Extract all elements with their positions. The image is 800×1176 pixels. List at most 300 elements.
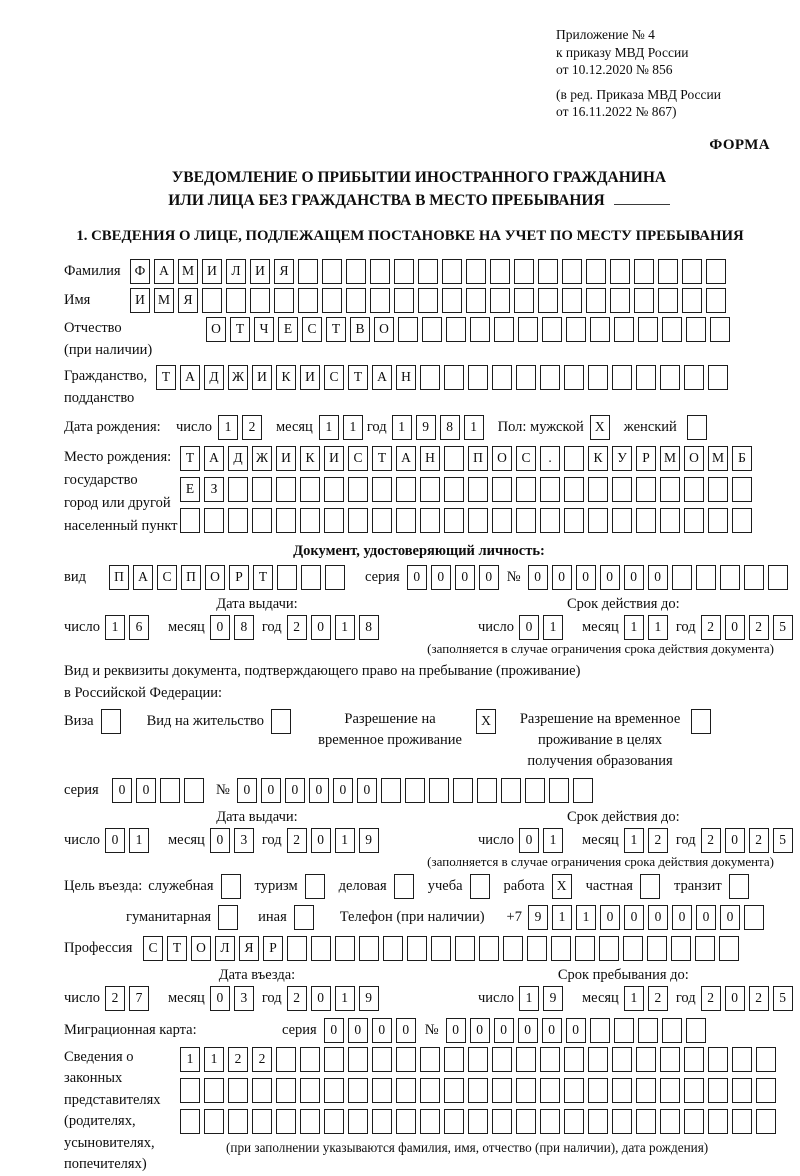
char-cell[interactable]: 1 bbox=[335, 615, 355, 640]
char-cell[interactable]: 2 bbox=[287, 615, 307, 640]
char-cell[interactable] bbox=[348, 1047, 368, 1072]
char-cell[interactable] bbox=[271, 709, 291, 734]
char-cell[interactable] bbox=[276, 1047, 296, 1072]
char-cell[interactable]: 1 bbox=[319, 415, 339, 440]
char-cell[interactable] bbox=[322, 288, 342, 313]
char-cell[interactable]: О bbox=[205, 565, 225, 590]
char-cell[interactable]: 1 bbox=[519, 986, 539, 1011]
char-cell[interactable] bbox=[708, 477, 728, 502]
char-cell[interactable]: Т bbox=[156, 365, 176, 390]
char-cell[interactable] bbox=[492, 1078, 512, 1103]
char-cell[interactable]: 0 bbox=[311, 986, 331, 1011]
char-cell[interactable] bbox=[298, 259, 318, 284]
char-cell[interactable]: А bbox=[372, 365, 392, 390]
char-cell[interactable] bbox=[744, 565, 764, 590]
char-cell[interactable] bbox=[228, 477, 248, 502]
char-cell[interactable] bbox=[226, 288, 246, 313]
char-cell[interactable] bbox=[490, 288, 510, 313]
char-cell[interactable]: 2 bbox=[228, 1047, 248, 1072]
char-cell[interactable] bbox=[418, 288, 438, 313]
char-cell[interactable] bbox=[636, 508, 656, 533]
char-cell[interactable]: 0 bbox=[446, 1018, 466, 1043]
char-cell[interactable] bbox=[218, 905, 238, 930]
char-cell[interactable]: М bbox=[178, 259, 198, 284]
char-cell[interactable] bbox=[305, 874, 325, 899]
char-cell[interactable] bbox=[490, 259, 510, 284]
char-cell[interactable] bbox=[687, 415, 707, 440]
char-cell[interactable] bbox=[684, 1047, 704, 1072]
char-cell[interactable]: 0 bbox=[105, 828, 125, 853]
char-cell[interactable]: 9 bbox=[359, 986, 379, 1011]
char-cell[interactable] bbox=[287, 936, 307, 961]
char-cell[interactable] bbox=[444, 1047, 464, 1072]
char-cell[interactable]: 0 bbox=[396, 1018, 416, 1043]
char-cell[interactable]: И bbox=[202, 259, 222, 284]
char-cell[interactable]: 0 bbox=[576, 565, 596, 590]
char-cell[interactable]: . bbox=[540, 446, 560, 471]
char-cell[interactable] bbox=[276, 477, 296, 502]
char-cell[interactable] bbox=[446, 317, 466, 342]
char-cell[interactable]: 0 bbox=[600, 565, 620, 590]
char-cell[interactable] bbox=[300, 1078, 320, 1103]
char-cell[interactable] bbox=[383, 936, 403, 961]
char-cell[interactable] bbox=[564, 365, 584, 390]
char-cell[interactable] bbox=[768, 565, 788, 590]
char-cell[interactable] bbox=[298, 288, 318, 313]
char-cell[interactable] bbox=[180, 508, 200, 533]
char-cell[interactable] bbox=[325, 565, 345, 590]
char-cell[interactable] bbox=[394, 259, 414, 284]
char-cell[interactable]: Т bbox=[372, 446, 392, 471]
char-cell[interactable] bbox=[720, 565, 740, 590]
char-cell[interactable]: 2 bbox=[749, 828, 769, 853]
char-cell[interactable]: 0 bbox=[519, 615, 539, 640]
char-cell[interactable] bbox=[564, 1047, 584, 1072]
char-cell[interactable] bbox=[588, 1109, 608, 1134]
char-cell[interactable]: Л bbox=[226, 259, 246, 284]
char-cell[interactable]: 9 bbox=[543, 986, 563, 1011]
char-cell[interactable]: 0 bbox=[210, 615, 230, 640]
char-cell[interactable]: Р bbox=[636, 446, 656, 471]
char-cell[interactable] bbox=[381, 778, 401, 803]
char-cell[interactable]: Б bbox=[732, 446, 752, 471]
char-cell[interactable]: 0 bbox=[542, 1018, 562, 1043]
char-cell[interactable] bbox=[588, 365, 608, 390]
char-cell[interactable] bbox=[612, 1109, 632, 1134]
char-cell[interactable] bbox=[516, 508, 536, 533]
char-cell[interactable]: О bbox=[374, 317, 394, 342]
char-cell[interactable] bbox=[719, 936, 739, 961]
char-cell[interactable] bbox=[516, 1047, 536, 1072]
char-cell[interactable] bbox=[542, 317, 562, 342]
char-cell[interactable] bbox=[492, 1047, 512, 1072]
char-cell[interactable] bbox=[575, 936, 595, 961]
char-cell[interactable] bbox=[180, 1109, 200, 1134]
char-cell[interactable] bbox=[300, 1109, 320, 1134]
char-cell[interactable] bbox=[252, 477, 272, 502]
char-cell[interactable] bbox=[566, 317, 586, 342]
char-cell[interactable] bbox=[492, 508, 512, 533]
char-cell[interactable]: 1 bbox=[204, 1047, 224, 1072]
char-cell[interactable] bbox=[612, 1078, 632, 1103]
char-cell[interactable] bbox=[708, 1047, 728, 1072]
char-cell[interactable] bbox=[202, 288, 222, 313]
char-cell[interactable]: Т bbox=[180, 446, 200, 471]
char-cell[interactable] bbox=[276, 1078, 296, 1103]
char-cell[interactable] bbox=[311, 936, 331, 961]
char-cell[interactable] bbox=[396, 508, 416, 533]
char-cell[interactable] bbox=[470, 874, 490, 899]
char-cell[interactable]: А bbox=[133, 565, 153, 590]
char-cell[interactable] bbox=[420, 508, 440, 533]
char-cell[interactable]: 1 bbox=[105, 615, 125, 640]
char-cell[interactable]: К bbox=[276, 365, 296, 390]
char-cell[interactable] bbox=[479, 936, 499, 961]
char-cell[interactable] bbox=[468, 1109, 488, 1134]
char-cell[interactable] bbox=[756, 1047, 776, 1072]
char-cell[interactable] bbox=[252, 1109, 272, 1134]
char-cell[interactable] bbox=[492, 365, 512, 390]
char-cell[interactable]: 1 bbox=[543, 615, 563, 640]
char-cell[interactable]: 0 bbox=[720, 905, 740, 930]
char-cell[interactable] bbox=[301, 565, 321, 590]
char-cell[interactable] bbox=[612, 477, 632, 502]
char-cell[interactable] bbox=[564, 1109, 584, 1134]
char-cell[interactable] bbox=[590, 1018, 610, 1043]
char-cell[interactable] bbox=[204, 1078, 224, 1103]
char-cell[interactable] bbox=[658, 288, 678, 313]
char-cell[interactable] bbox=[525, 778, 545, 803]
char-cell[interactable] bbox=[252, 1078, 272, 1103]
char-cell[interactable] bbox=[732, 1078, 752, 1103]
char-cell[interactable]: 5 bbox=[773, 828, 793, 853]
char-cell[interactable] bbox=[638, 1018, 658, 1043]
char-cell[interactable]: 2 bbox=[287, 828, 307, 853]
char-cell[interactable] bbox=[455, 936, 475, 961]
char-cell[interactable]: Д bbox=[228, 446, 248, 471]
char-cell[interactable] bbox=[540, 365, 560, 390]
char-cell[interactable]: 1 bbox=[218, 415, 238, 440]
char-cell[interactable] bbox=[346, 259, 366, 284]
char-cell[interactable] bbox=[300, 477, 320, 502]
char-cell[interactable] bbox=[442, 259, 462, 284]
char-cell[interactable]: Ж bbox=[252, 446, 272, 471]
char-cell[interactable]: Я bbox=[178, 288, 198, 313]
char-cell[interactable] bbox=[420, 1078, 440, 1103]
char-cell[interactable]: 0 bbox=[479, 565, 499, 590]
char-cell[interactable] bbox=[444, 477, 464, 502]
char-cell[interactable]: М bbox=[660, 446, 680, 471]
char-cell[interactable]: Т bbox=[167, 936, 187, 961]
char-cell[interactable]: И bbox=[130, 288, 150, 313]
char-cell[interactable] bbox=[431, 936, 451, 961]
char-cell[interactable]: 5 bbox=[773, 615, 793, 640]
char-cell[interactable]: 0 bbox=[494, 1018, 514, 1043]
char-cell[interactable]: Ж bbox=[228, 365, 248, 390]
char-cell[interactable]: 1 bbox=[648, 615, 668, 640]
char-cell[interactable] bbox=[442, 288, 462, 313]
char-cell[interactable] bbox=[324, 1078, 344, 1103]
char-cell[interactable] bbox=[684, 508, 704, 533]
char-cell[interactable] bbox=[228, 508, 248, 533]
char-cell[interactable]: 3 bbox=[234, 986, 254, 1011]
char-cell[interactable]: С bbox=[302, 317, 322, 342]
char-cell[interactable] bbox=[359, 936, 379, 961]
char-cell[interactable]: 0 bbox=[324, 1018, 344, 1043]
char-cell[interactable]: 0 bbox=[624, 565, 644, 590]
char-cell[interactable] bbox=[729, 874, 749, 899]
char-cell[interactable] bbox=[444, 508, 464, 533]
char-cell[interactable] bbox=[756, 1078, 776, 1103]
char-cell[interactable] bbox=[468, 365, 488, 390]
char-cell[interactable]: 1 bbox=[335, 986, 355, 1011]
char-cell[interactable]: 0 bbox=[725, 615, 745, 640]
char-cell[interactable]: 9 bbox=[528, 905, 548, 930]
char-cell[interactable] bbox=[662, 1018, 682, 1043]
char-cell[interactable]: 2 bbox=[749, 615, 769, 640]
char-cell[interactable] bbox=[708, 1078, 728, 1103]
char-cell[interactable]: 0 bbox=[696, 905, 716, 930]
char-cell[interactable] bbox=[466, 259, 486, 284]
char-cell[interactable]: Т bbox=[348, 365, 368, 390]
char-cell[interactable] bbox=[518, 317, 538, 342]
char-cell[interactable] bbox=[468, 1047, 488, 1072]
char-cell[interactable] bbox=[348, 1078, 368, 1103]
char-cell[interactable] bbox=[540, 1047, 560, 1072]
char-cell[interactable]: 1 bbox=[343, 415, 363, 440]
char-cell[interactable]: Р bbox=[263, 936, 283, 961]
char-cell[interactable]: 0 bbox=[333, 778, 353, 803]
char-cell[interactable] bbox=[420, 477, 440, 502]
char-cell[interactable]: П bbox=[468, 446, 488, 471]
char-cell[interactable]: 0 bbox=[261, 778, 281, 803]
char-cell[interactable]: П bbox=[181, 565, 201, 590]
char-cell[interactable]: А bbox=[396, 446, 416, 471]
char-cell[interactable]: 0 bbox=[470, 1018, 490, 1043]
char-cell[interactable]: 0 bbox=[624, 905, 644, 930]
char-cell[interactable]: Д bbox=[204, 365, 224, 390]
char-cell[interactable] bbox=[372, 508, 392, 533]
char-cell[interactable]: X bbox=[552, 874, 572, 899]
char-cell[interactable]: Я bbox=[274, 259, 294, 284]
char-cell[interactable] bbox=[348, 508, 368, 533]
char-cell[interactable]: 0 bbox=[672, 905, 692, 930]
char-cell[interactable] bbox=[429, 778, 449, 803]
char-cell[interactable]: 0 bbox=[552, 565, 572, 590]
char-cell[interactable] bbox=[708, 1109, 728, 1134]
char-cell[interactable]: 1 bbox=[543, 828, 563, 853]
char-cell[interactable] bbox=[684, 477, 704, 502]
char-cell[interactable]: 1 bbox=[624, 986, 644, 1011]
char-cell[interactable]: О bbox=[206, 317, 226, 342]
char-cell[interactable] bbox=[696, 565, 716, 590]
char-cell[interactable] bbox=[492, 477, 512, 502]
char-cell[interactable] bbox=[708, 365, 728, 390]
char-cell[interactable]: 7 bbox=[129, 986, 149, 1011]
char-cell[interactable] bbox=[660, 508, 680, 533]
char-cell[interactable] bbox=[335, 936, 355, 961]
char-cell[interactable] bbox=[549, 778, 569, 803]
char-cell[interactable] bbox=[706, 288, 726, 313]
char-cell[interactable]: И bbox=[300, 365, 320, 390]
char-cell[interactable]: Е bbox=[180, 477, 200, 502]
char-cell[interactable]: X bbox=[590, 415, 610, 440]
char-cell[interactable]: 2 bbox=[105, 986, 125, 1011]
char-cell[interactable] bbox=[660, 1109, 680, 1134]
char-cell[interactable]: Ч bbox=[254, 317, 274, 342]
char-cell[interactable] bbox=[444, 1078, 464, 1103]
char-cell[interactable]: 0 bbox=[566, 1018, 586, 1043]
char-cell[interactable]: И bbox=[276, 446, 296, 471]
char-cell[interactable]: И bbox=[324, 446, 344, 471]
char-cell[interactable]: Т bbox=[326, 317, 346, 342]
char-cell[interactable] bbox=[588, 1078, 608, 1103]
char-cell[interactable] bbox=[564, 1078, 584, 1103]
char-cell[interactable] bbox=[228, 1078, 248, 1103]
char-cell[interactable] bbox=[394, 288, 414, 313]
char-cell[interactable] bbox=[564, 508, 584, 533]
char-cell[interactable] bbox=[396, 1078, 416, 1103]
char-cell[interactable]: 9 bbox=[359, 828, 379, 853]
char-cell[interactable]: О bbox=[684, 446, 704, 471]
char-cell[interactable] bbox=[324, 508, 344, 533]
char-cell[interactable] bbox=[420, 365, 440, 390]
char-cell[interactable]: 6 bbox=[129, 615, 149, 640]
char-cell[interactable] bbox=[586, 259, 606, 284]
char-cell[interactable] bbox=[586, 288, 606, 313]
char-cell[interactable]: 2 bbox=[701, 615, 721, 640]
char-cell[interactable] bbox=[684, 1078, 704, 1103]
char-cell[interactable]: 0 bbox=[237, 778, 257, 803]
char-cell[interactable] bbox=[658, 259, 678, 284]
char-cell[interactable] bbox=[732, 1109, 752, 1134]
char-cell[interactable] bbox=[636, 477, 656, 502]
char-cell[interactable] bbox=[250, 288, 270, 313]
char-cell[interactable]: 0 bbox=[725, 828, 745, 853]
char-cell[interactable]: 9 bbox=[416, 415, 436, 440]
char-cell[interactable] bbox=[477, 778, 497, 803]
char-cell[interactable] bbox=[184, 778, 204, 803]
char-cell[interactable]: У bbox=[612, 446, 632, 471]
char-cell[interactable]: 3 bbox=[234, 828, 254, 853]
char-cell[interactable] bbox=[590, 317, 610, 342]
char-cell[interactable] bbox=[372, 1109, 392, 1134]
char-cell[interactable] bbox=[573, 778, 593, 803]
char-cell[interactable]: З bbox=[204, 477, 224, 502]
char-cell[interactable]: 0 bbox=[136, 778, 156, 803]
char-cell[interactable] bbox=[756, 1109, 776, 1134]
char-cell[interactable] bbox=[322, 259, 342, 284]
char-cell[interactable] bbox=[564, 477, 584, 502]
char-cell[interactable]: 0 bbox=[285, 778, 305, 803]
char-cell[interactable] bbox=[732, 477, 752, 502]
char-cell[interactable]: Е bbox=[278, 317, 298, 342]
char-cell[interactable] bbox=[682, 259, 702, 284]
char-cell[interactable]: 0 bbox=[648, 905, 668, 930]
char-cell[interactable] bbox=[612, 508, 632, 533]
char-cell[interactable]: 0 bbox=[648, 565, 668, 590]
char-cell[interactable]: А bbox=[180, 365, 200, 390]
char-cell[interactable]: 1 bbox=[552, 905, 572, 930]
char-cell[interactable] bbox=[516, 365, 536, 390]
char-cell[interactable] bbox=[396, 1109, 416, 1134]
char-cell[interactable]: А bbox=[204, 446, 224, 471]
char-cell[interactable] bbox=[684, 365, 704, 390]
char-cell[interactable]: 2 bbox=[648, 828, 668, 853]
char-cell[interactable] bbox=[396, 477, 416, 502]
char-cell[interactable]: М bbox=[154, 288, 174, 313]
char-cell[interactable]: М bbox=[708, 446, 728, 471]
char-cell[interactable] bbox=[672, 565, 692, 590]
char-cell[interactable] bbox=[346, 288, 366, 313]
char-cell[interactable] bbox=[324, 1047, 344, 1072]
char-cell[interactable] bbox=[407, 936, 427, 961]
char-cell[interactable] bbox=[614, 1018, 634, 1043]
char-cell[interactable] bbox=[682, 288, 702, 313]
char-cell[interactable]: В bbox=[350, 317, 370, 342]
char-cell[interactable] bbox=[274, 288, 294, 313]
char-cell[interactable] bbox=[348, 1109, 368, 1134]
char-cell[interactable]: 0 bbox=[311, 828, 331, 853]
char-cell[interactable]: 0 bbox=[210, 986, 230, 1011]
char-cell[interactable]: О bbox=[191, 936, 211, 961]
char-cell[interactable] bbox=[647, 936, 667, 961]
char-cell[interactable] bbox=[660, 1078, 680, 1103]
char-cell[interactable]: 1 bbox=[129, 828, 149, 853]
char-cell[interactable]: Ф bbox=[130, 259, 150, 284]
char-cell[interactable]: 8 bbox=[234, 615, 254, 640]
char-cell[interactable]: С bbox=[157, 565, 177, 590]
char-cell[interactable] bbox=[420, 1109, 440, 1134]
char-cell[interactable] bbox=[453, 778, 473, 803]
char-cell[interactable] bbox=[540, 508, 560, 533]
char-cell[interactable] bbox=[420, 1047, 440, 1072]
char-cell[interactable] bbox=[422, 317, 442, 342]
char-cell[interactable] bbox=[516, 1078, 536, 1103]
char-cell[interactable] bbox=[686, 317, 706, 342]
char-cell[interactable] bbox=[744, 905, 764, 930]
char-cell[interactable] bbox=[300, 1047, 320, 1072]
char-cell[interactable] bbox=[588, 508, 608, 533]
char-cell[interactable] bbox=[180, 1078, 200, 1103]
char-cell[interactable]: 0 bbox=[309, 778, 329, 803]
char-cell[interactable] bbox=[662, 317, 682, 342]
char-cell[interactable]: 2 bbox=[287, 986, 307, 1011]
char-cell[interactable] bbox=[276, 508, 296, 533]
char-cell[interactable] bbox=[276, 1109, 296, 1134]
char-cell[interactable]: 5 bbox=[773, 986, 793, 1011]
char-cell[interactable]: 2 bbox=[648, 986, 668, 1011]
char-cell[interactable] bbox=[494, 317, 514, 342]
char-cell[interactable] bbox=[503, 936, 523, 961]
char-cell[interactable]: 0 bbox=[519, 828, 539, 853]
char-cell[interactable] bbox=[405, 778, 425, 803]
char-cell[interactable]: 0 bbox=[311, 615, 331, 640]
char-cell[interactable]: 0 bbox=[348, 1018, 368, 1043]
char-cell[interactable] bbox=[466, 288, 486, 313]
char-cell[interactable]: Я bbox=[239, 936, 259, 961]
char-cell[interactable]: С bbox=[324, 365, 344, 390]
char-cell[interactable] bbox=[160, 778, 180, 803]
char-cell[interactable]: 1 bbox=[464, 415, 484, 440]
char-cell[interactable] bbox=[540, 477, 560, 502]
char-cell[interactable] bbox=[691, 709, 711, 734]
char-cell[interactable]: 1 bbox=[180, 1047, 200, 1072]
char-cell[interactable]: 2 bbox=[701, 828, 721, 853]
char-cell[interactable] bbox=[634, 259, 654, 284]
char-cell[interactable] bbox=[538, 259, 558, 284]
char-cell[interactable] bbox=[324, 477, 344, 502]
